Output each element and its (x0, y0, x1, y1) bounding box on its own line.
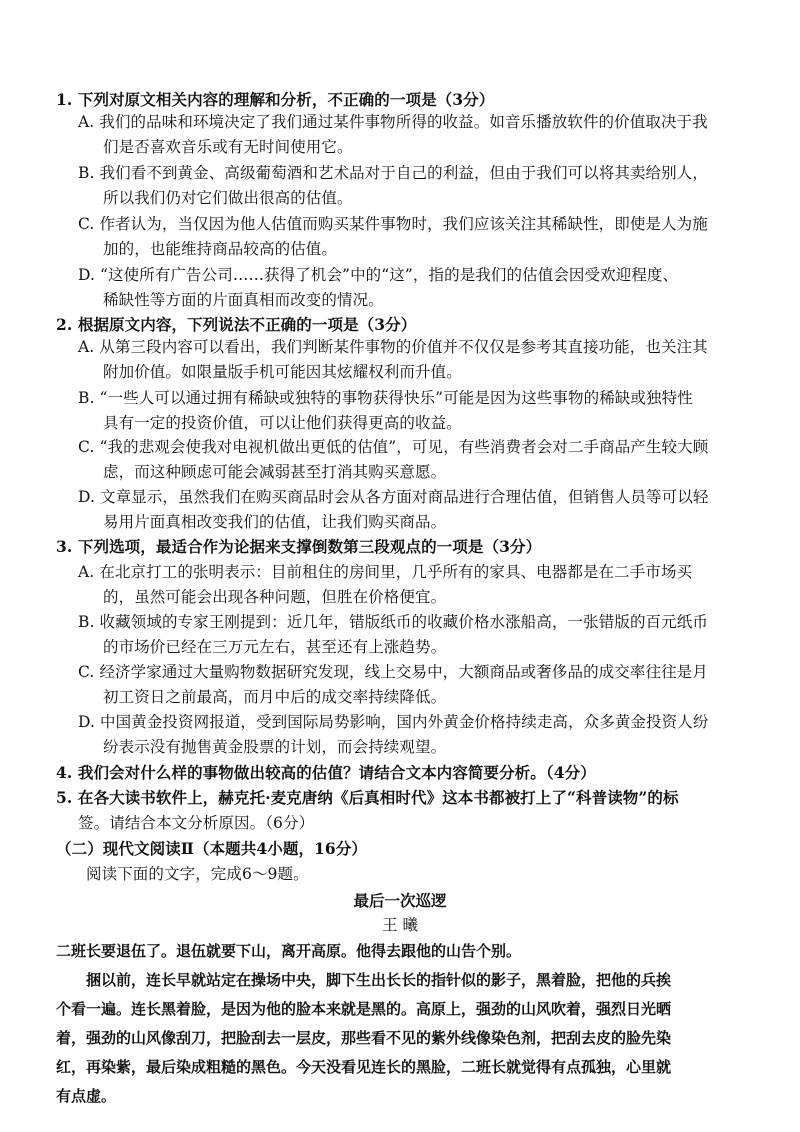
q1-option-b-cont: 所以我们仍对它们做出很高的估值。 (103, 189, 353, 207)
story-paragraph-line: 捆以前，连长早就站定在操场中央，脚下生出长长的指针似的影子，黑着脸，把他的兵挨 (56, 971, 672, 989)
q2-option-d-cont: 易用片面真相改变我们的估值，让我们购买商品。 (103, 513, 447, 531)
q1-option-b: B. 我们看不到黄金、高级葡萄酒和艺术品对于自己的利益，但由于我们可以将其卖给别人， (78, 164, 708, 182)
story-paragraph-line: 有点虚。 (56, 1087, 117, 1105)
q3-option-c-cont: 初工资日之前最高，而月中后的成交率持续降低。 (103, 688, 447, 706)
q1-option-c-cont: 加的，也能维持商品较高的估值。 (103, 240, 338, 258)
q2-option-c-cont: 虑，而这种顾虑可能会减弱甚至打消其购买意愿。 (103, 463, 447, 481)
q3-option-b: B. 收藏领域的专家王刚提到：近几年，错版纸币的收藏价格水涨船高，一张错版的百元纸币 (78, 613, 708, 631)
q1-option-a-cont: 们是否喜欢音乐或有无时间使用它。 (103, 138, 353, 156)
q5-stem-cont: 签。请结合本文分析原因。（6分） (78, 814, 315, 832)
q3-option-d: D. 中国黄金投资网报道，受到国际局势影响，国内外黄金价格持续走高，众多黄金投资人纷 (78, 713, 709, 731)
q1-option-a: A. 我们的品味和环境决定了我们通过某件事物所得的收益。如音乐播放软件的价值取决于我 (78, 113, 708, 131)
section-instruction: 阅读下面的文字，完成6～9题。 (86, 865, 309, 883)
q2-option-a: A. 从第三段内容可以看出，我们判断某件事物的价值并不仅仅是参考其直接功能，也关注其 (78, 338, 708, 356)
q4-stem: 4. 我们会对什么样的事物做出较高的估值？请结合文本内容简要分析。（4分） (56, 763, 596, 782)
story-paragraph-line: 着，强劲的山风像刮刀，把脸刮去一层皮，那些看不见的紫外线像染色剂，把刮去皮的脸先染 (56, 1029, 672, 1047)
story-paragraph-line: 个看一遍。连长黑着脸，是因为他的脸本来就是黑的。高原上，强劲的山风吹着，强烈日光晒 (56, 1000, 672, 1018)
q3-option-b-cont: 的市场价已经在三万元左右，甚至还有上涨趋势。 (103, 638, 447, 656)
q3-option-d-cont: 纷表示没有抛售黄金股票的计划，而会持续观望。 (103, 738, 447, 756)
story-paragraph-line: 二班长要退伍了。退伍就要下山，离开高原。他得去跟他的山告个别。 (56, 942, 522, 960)
q2-option-d: D. 文章显示，虽然我们在购买商品时会从各方面对商品进行合理估值，但销售人员等可以轻 (78, 488, 709, 506)
q3-option-a: A. 在北京打工的张明表示：目前租住的房间里，几乎所有的家具、电器都是在二手市场买 (78, 563, 693, 581)
q5-stem: 5. 在各大读书软件上，赫克托·麦克唐纳《后真相时代》这本书都被打上了“科普读物”的标 (56, 788, 679, 807)
q2-stem: 2. 根据原文内容，下列说法不正确的一项是（3分） (56, 315, 417, 334)
q2-option-b: B. “一些人可以通过拥有稀缺或独特的事物获得快乐”可能是因为这些事物的稀缺或独特性 (78, 389, 693, 407)
story-paragraph-line: 红，再染紫，最后染成粗糙的黑色。今天没看见连长的黑脸，二班长就觉得有点孤独，心里就 (56, 1058, 672, 1076)
section-heading: （二）现代文阅读Ⅱ（本题共4小题，16分） (56, 839, 368, 858)
q3-option-a-cont: 的，虽然可能会出现各种问题，但胜在价格便宜。 (103, 588, 447, 606)
q2-option-c: C. “我的悲观会使我对电视机做出更低的估值”，可见，有些消费者会对二手商品产生较大顾 (78, 438, 709, 456)
q1-option-d-cont: 稀缺性等方面的片面真相而改变的情况。 (103, 291, 384, 309)
q1-option-d: D. “这使所有广告公司……获得了机会”中的“这”，指的是我们的估值会因受欢迎程度、 (78, 266, 679, 284)
story-author: 王 曦 (382, 916, 418, 934)
q3-stem: 3. 下列选项，最适合作为论据来支撑倒数第三段观点的一项是（3分） (56, 537, 542, 556)
q1-stem: 1. 下列对原文相关内容的理解和分析，不正确的一项是（3分） (56, 90, 495, 109)
story-title: 最后一次巡逻 (353, 891, 447, 910)
q3-option-c: C. 经济学家通过大量购物数据研究发现，线上交易中，大额商品或奢侈品的成交率往往是月 (78, 663, 708, 681)
q1-option-c: C. 作者认为，当仅因为他人估值而购买某件事物时，我们应该关注其稀缺性，即使是人为施 (78, 215, 708, 233)
q2-option-b-cont: 具有一定的投资价值，可以让他们获得更高的收益。 (103, 414, 462, 432)
q2-option-a-cont: 附加价值。如限量版手机可能因其炫耀权利而升值。 (103, 363, 462, 381)
